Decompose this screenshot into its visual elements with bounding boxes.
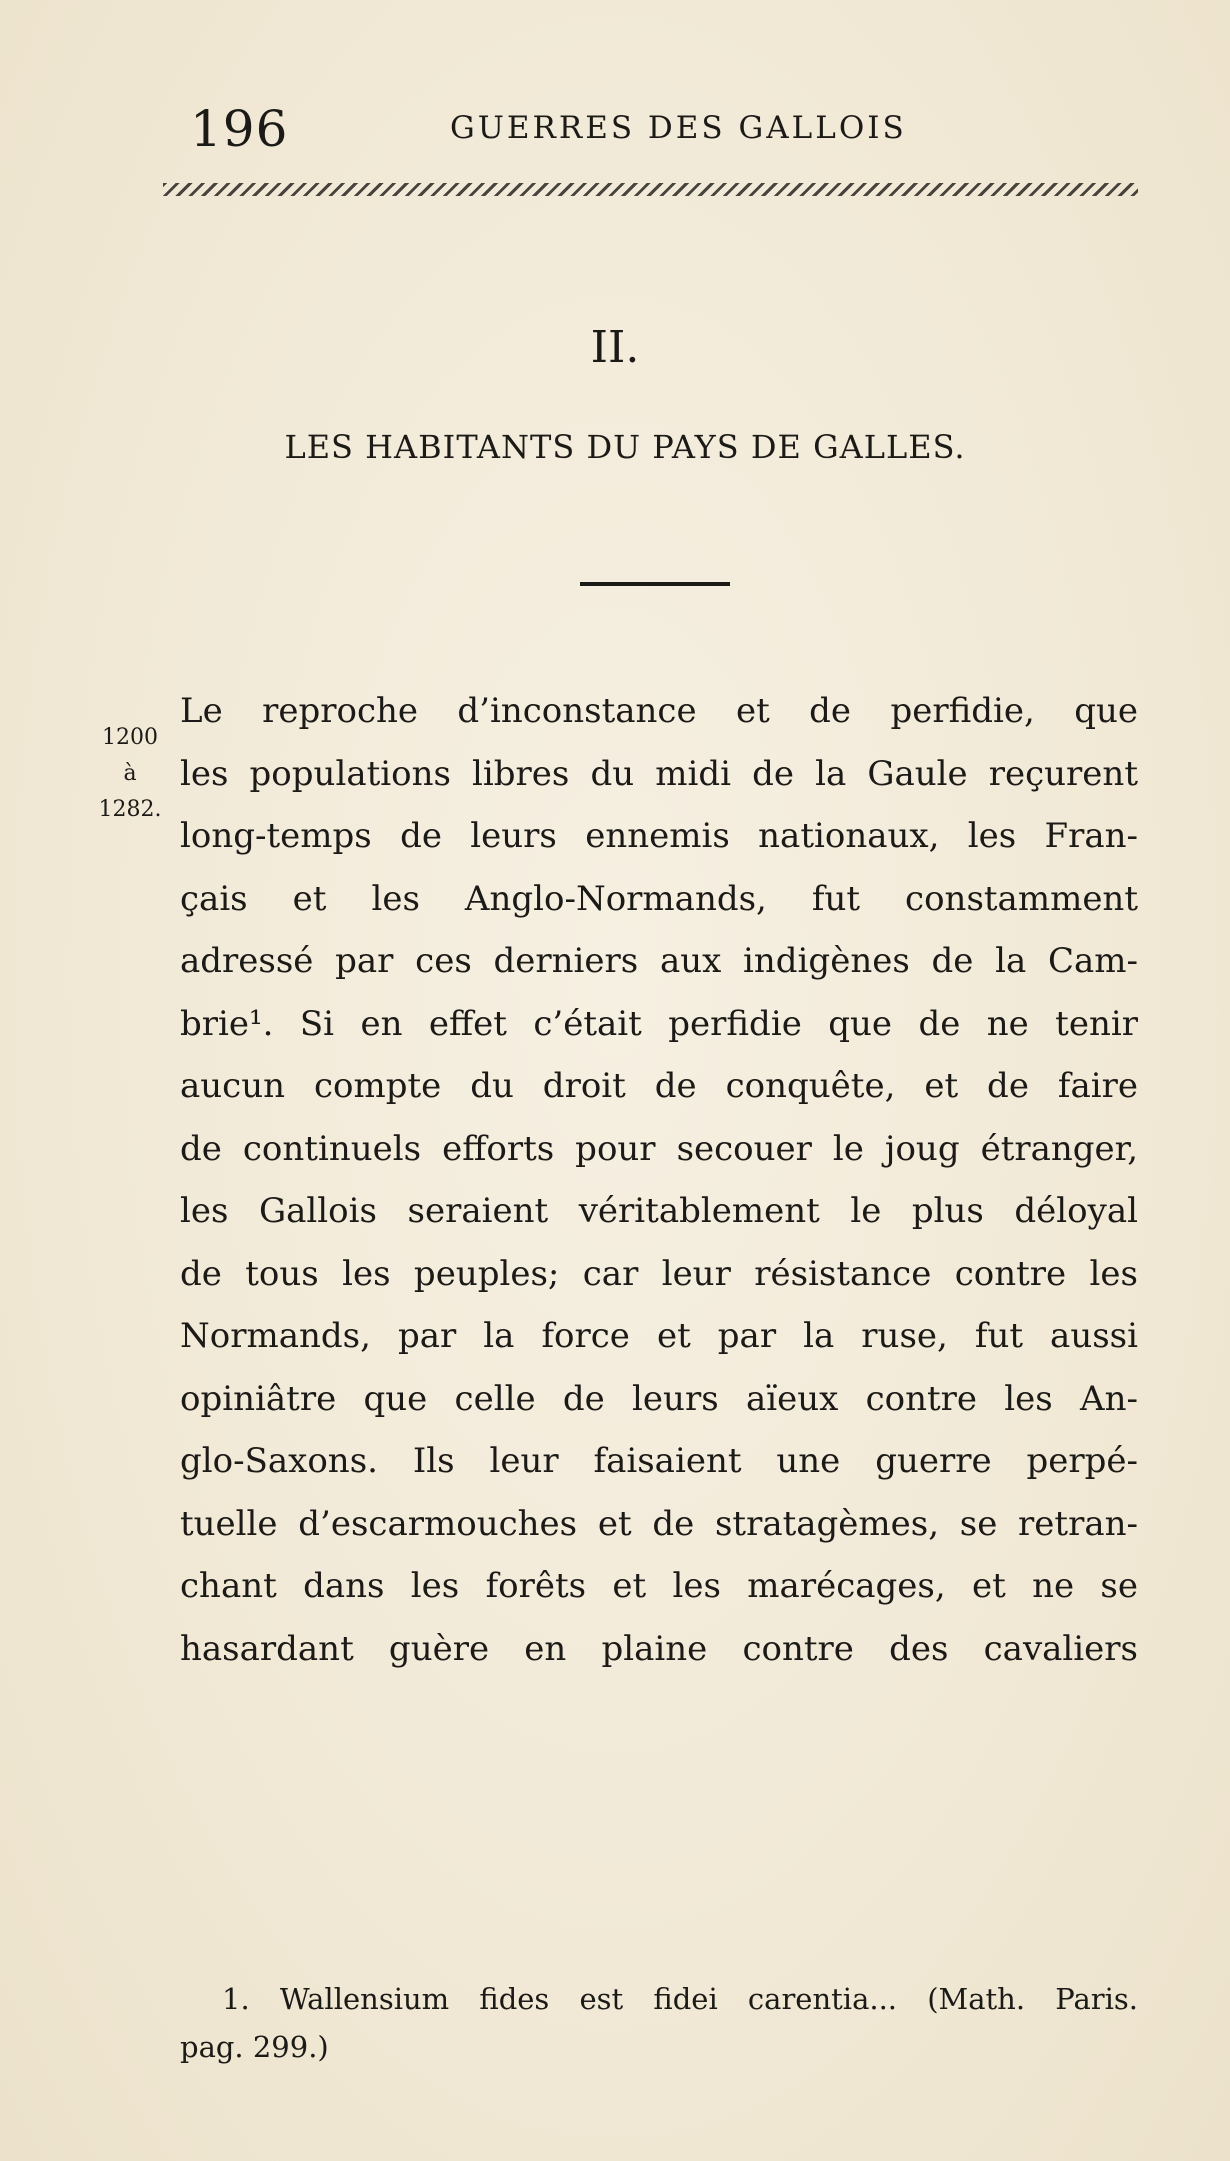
margin-date-start: 1200 [102,725,158,750]
section-divider [580,582,730,586]
text-line: hasardant guère en plaine contre des cavaliers [180,1628,1138,1669]
footnote-line: pag. 299.) [180,2030,329,2064]
page-number: 196 [190,100,289,158]
margin-date-end: 1282. [98,797,162,822]
body-paragraph [180,680,1138,1680]
text-line: de continuels efforts pour secouer le joug étranger, [180,1128,1138,1169]
text-line: brie¹. Si en effet c’était perfidie que de ne tenir [180,1003,1138,1044]
footnote [180,1975,1138,2071]
text-line: de tous les peuples; car leur résistance contre les [180,1253,1138,1294]
text-line: Normands, par la force et par la ruse, fut aussi [180,1316,1138,1356]
section-title: LES HABITANTS DU PAYS DE GALLES. [284,428,966,466]
text-line: glo-Saxons. Ils leur faisaient une guerre perpé- [180,1441,1138,1481]
footnote-line: 1. Wallensium fides est fidei carentia... (Math. Paris. [222,1982,1138,2016]
text-line: Le reproche d’inconstance et de perfidie, que [180,691,1138,731]
text-line: çais et les Anglo-Normands, fut constamment [180,878,1138,919]
section-number: II. [590,322,640,373]
text-line: adressé par ces derniers aux indigènes de la Cam- [180,941,1138,981]
text-line: opiniâtre que celle de leurs aïeux contre les An- [180,1378,1138,1419]
text-line: les populations libres du midi de la Gaule reçurent [180,753,1138,794]
running-title: GUERRES DES GALLOIS [450,110,907,146]
page-header [190,100,1120,160]
text-line: tuelle d’escarmouches et de stratagèmes, se retran- [180,1503,1138,1544]
margin-date-note [80,720,180,828]
text-line: chant dans les forêts et les marécages, et ne se [180,1566,1138,1606]
margin-date-connector: à [123,761,137,786]
text-line: aucun compte du droit de conquête, et de faire [180,1066,1138,1106]
ornamental-rule [163,183,1138,196]
text-line: long-temps de leurs ennemis nationaux, les Fran- [180,816,1138,856]
text-line: les Gallois seraient véritablement le plus déloyal [180,1191,1138,1231]
